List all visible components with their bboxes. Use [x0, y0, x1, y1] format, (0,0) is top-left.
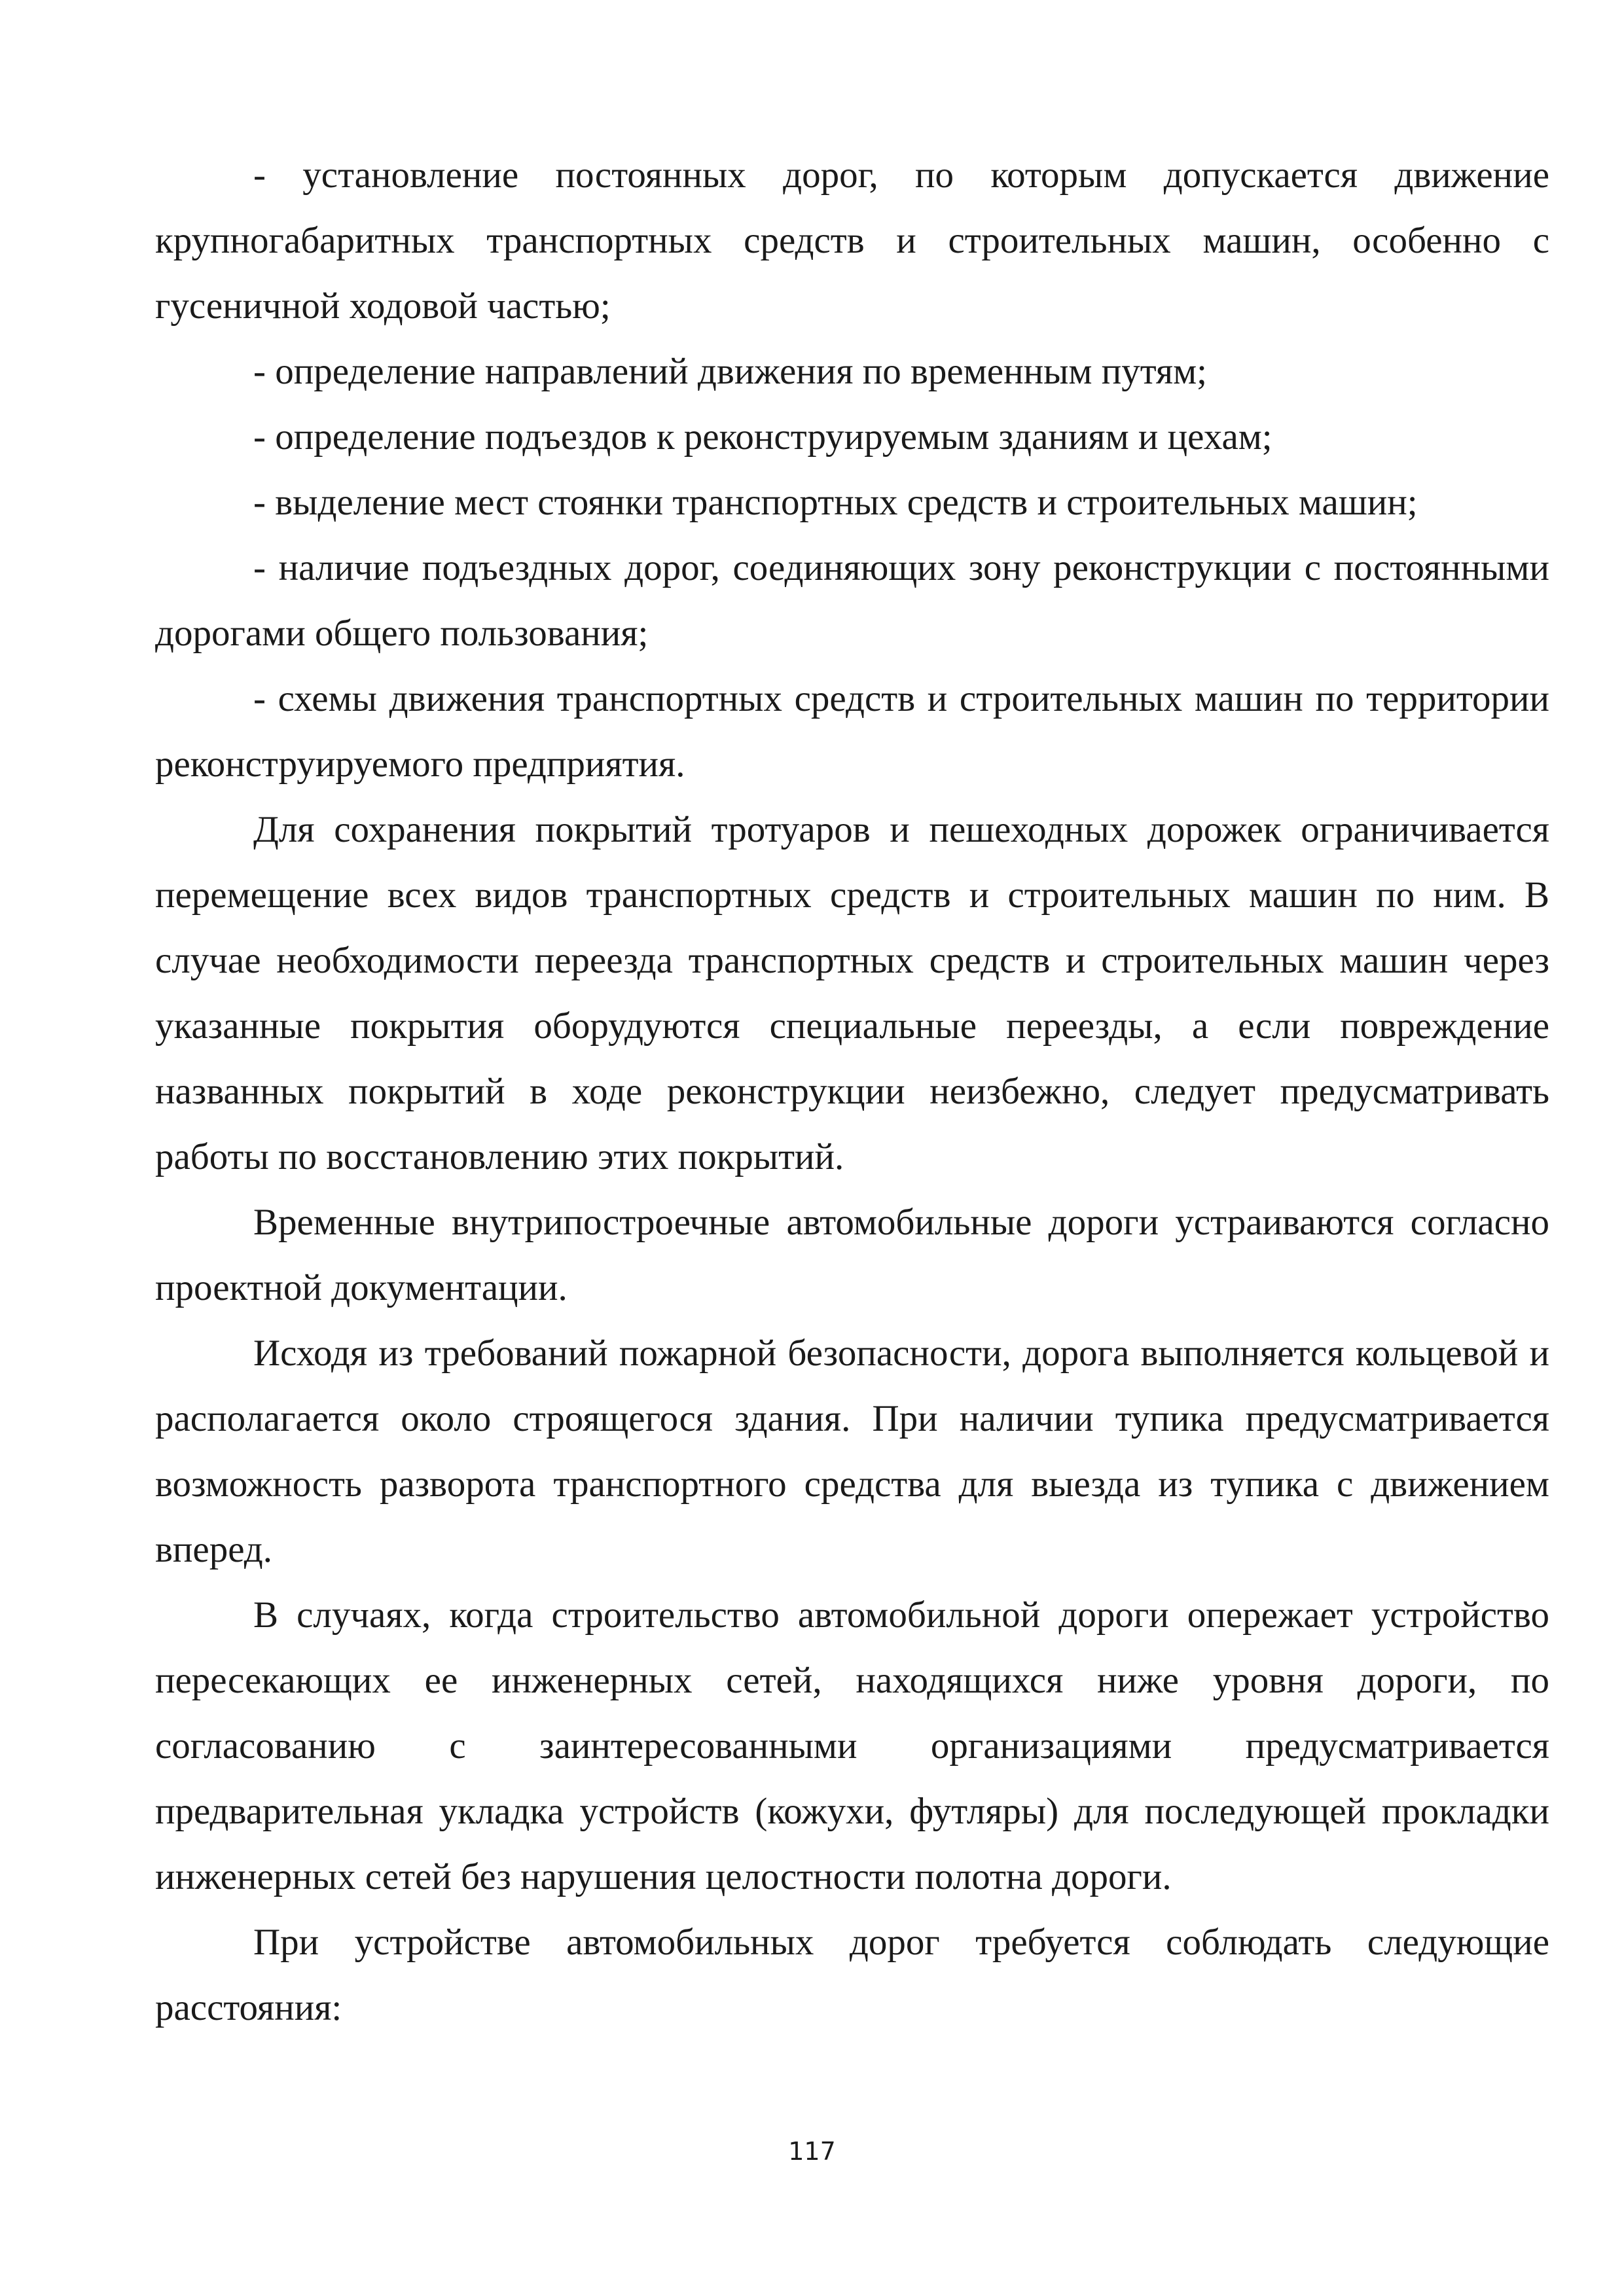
paragraph-utility-crossings: В случаях, когда строительство автомобильной дороги опережает устройство пересекающих ее инженерных сетей, находящихся ниже уровня дороги, по согласованию с заинтересованными организациями предусматривается предварительная укладка устройств (кожухи, футляры) для последующей прокладки инженерных сетей без нарушения целостности полотна дороги. [155, 1594, 1549, 1897]
page-number: 117 [788, 2137, 836, 2166]
paragraph-fire-safety: Исходя из требований пожарной безопасности, дорога выполняется кольцевой и располагается около строящегося здания. При наличии тупика предусматривается возможность разворота транспортного средства для выезда из тупика с движением вперед. [155, 1333, 1549, 1570]
paragraph-temporary-roads: Временные внутрипостроечные автомобильные дороги устраиваются согласно проектной документации. [155, 1202, 1549, 1308]
body-text [155, 143, 1549, 2041]
list-item-access-roads: - наличие подъездных дорог, соединяющих зону реконструкции с постоянными дорогами общего пользования; [155, 547, 1549, 654]
list-item-traffic-schemes: - схемы движения транспортных средств и строительных машин по территории реконструируемого предприятия. [155, 678, 1549, 785]
list-item-access-points: - определение подъездов к реконструируемым зданиям и цехам; [253, 416, 1272, 457]
list-item-permanent-roads: - установление постоянных дорог, по которым допускается движение крупногабаритных транспортных средств и строительных машин, особенно с гусеничной ходовой частью; [155, 154, 1549, 327]
paragraph-distances-intro: При устройстве автомобильных дорог требуется соблюдать следующие расстояния: [155, 1922, 1549, 2028]
list-item-parking-areas: - выделение мест стоянки транспортных средств и строительных машин; [253, 482, 1418, 523]
paragraph-sidewalk-protection: Для сохранения покрытий тротуаров и пешеходных дорожек ограничивается перемещение всех видов транспортных средств и строительных машин по ним. В случае необходимости переезда транспортных средств и строительных машин через указанные покрытия оборудуются специальные переезды, а если повреждение названных покрытий в ходе реконструкции неизбежно, следует предусматривать работы по восстановлению этих покрытий. [155, 809, 1549, 1177]
list-item-temporary-routes: - определение направлений движения по временным путям; [253, 351, 1207, 392]
